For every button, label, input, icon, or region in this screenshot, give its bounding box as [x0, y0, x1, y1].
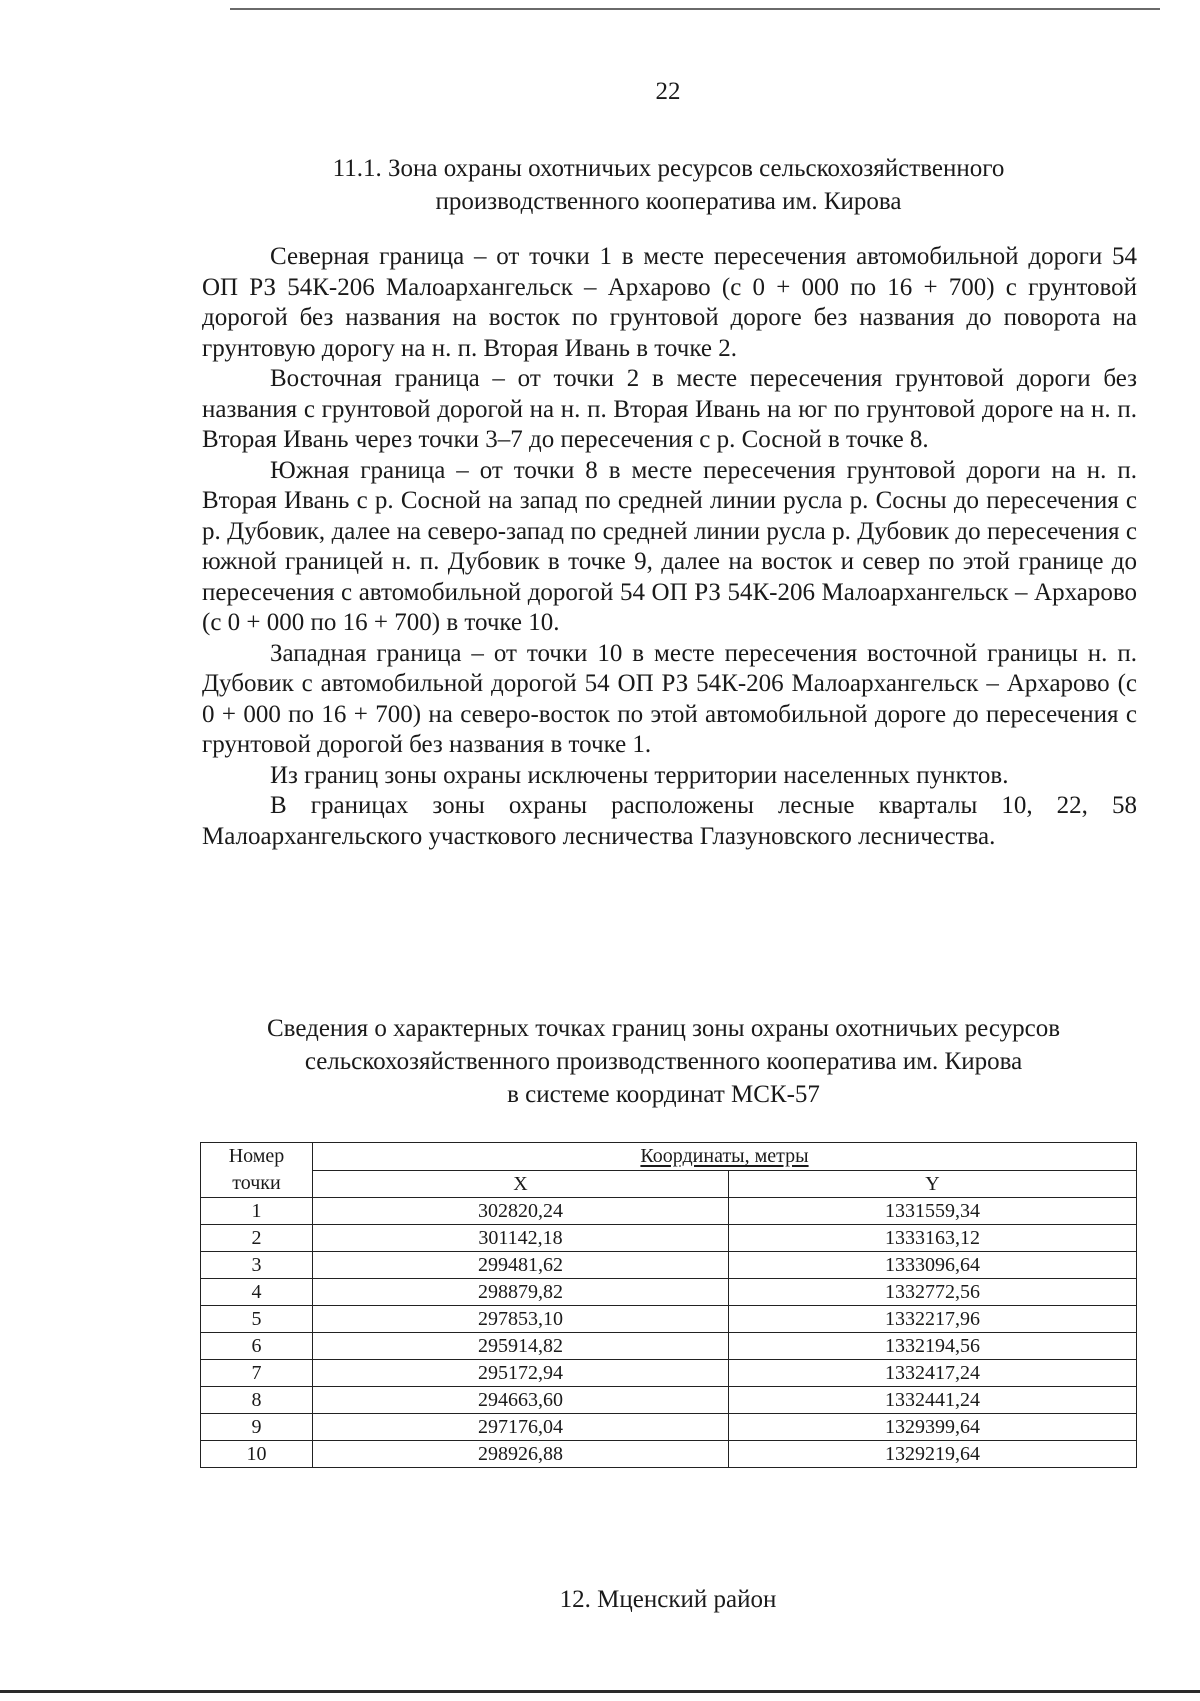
cell-x: 299481,62	[313, 1252, 729, 1279]
next-section-title: 12. Мценский район	[559, 1586, 777, 1613]
table-row	[201, 1441, 1137, 1468]
cell-x: 301142,18	[313, 1225, 729, 1252]
cell-y: 1332772,56	[729, 1279, 1137, 1306]
header-point-number-line-1: Номер	[228, 1145, 285, 1167]
cell-x: 295172,94	[313, 1360, 729, 1387]
scan-edge-top	[230, 8, 1160, 10]
cell-x: 295914,82	[313, 1333, 729, 1360]
table-row	[201, 1252, 1137, 1279]
cell-num: 1	[201, 1198, 313, 1225]
cell-x: 297853,10	[313, 1306, 729, 1333]
cell-x: 298879,82	[313, 1279, 729, 1306]
paragraph-west-boundary: Западная граница – от точки 10 в месте пересечения восточной границы н. п. Дубовик с автомобильной дорогой 54 ОП РЗ 54К-206 Малоархангельск – Архарово (с 0 + 000 по 16 + 700) на северо-восток по этой автомобильной дороге до пересечения с грунтовой дорогой без названия в точке 1.	[202, 639, 1137, 758]
table-row	[201, 1387, 1137, 1414]
cell-x: 302820,24	[313, 1198, 729, 1225]
paragraph-exclusions: Из границ зоны охраны исключены территории населенных пунктов.	[270, 761, 1009, 789]
cell-num: 6	[201, 1333, 313, 1360]
header-x: X	[313, 1170, 729, 1198]
cell-num: 8	[201, 1387, 313, 1414]
cell-num: 4	[201, 1279, 313, 1306]
table-caption-line-1: Сведения о характерных точках границ зоны охраны охотничьих ресурсов	[267, 1015, 1060, 1042]
section-title-line-2: производственного кооператива им. Кирова	[435, 188, 902, 215]
table-subheader-row	[201, 1170, 1137, 1198]
table-row	[201, 1279, 1137, 1306]
table-caption-line-2: сельскохозяйственного производственного кооператива им. Кирова	[304, 1048, 1023, 1075]
cell-y: 1329219,64	[729, 1441, 1137, 1468]
table-row	[201, 1198, 1137, 1225]
cell-y: 1332194,56	[729, 1333, 1137, 1360]
header-point-number	[201, 1143, 313, 1198]
table-row	[201, 1225, 1137, 1252]
header-point-number-line-2: точки	[232, 1172, 281, 1194]
cell-y: 1329399,64	[729, 1414, 1137, 1441]
cell-y: 1332441,24	[729, 1387, 1137, 1414]
table-header-row	[201, 1143, 1137, 1171]
page-number: 22	[655, 78, 681, 105]
cell-y: 1333096,64	[729, 1252, 1137, 1279]
cell-x: 294663,60	[313, 1387, 729, 1414]
table-row	[201, 1333, 1137, 1360]
cell-num: 7	[201, 1360, 313, 1387]
section-title	[200, 152, 1137, 218]
table-row	[201, 1414, 1137, 1441]
cell-num: 2	[201, 1225, 313, 1252]
cell-num: 5	[201, 1306, 313, 1333]
paragraph-forest-quarters: В границах зоны охраны расположены лесные кварталы 10, 22, 58 Малоархангельского участкового лесничества Глазуновского лесничества.	[202, 792, 1137, 850]
section-title-line-1: 11.1. Зона охраны охотничьих ресурсов сельскохозяйственного	[332, 155, 1005, 182]
table-row	[201, 1306, 1137, 1333]
cell-y: 1332417,24	[729, 1360, 1137, 1387]
paragraph-east-boundary: Восточная граница – от точки 2 в месте пересечения грунтовой дороги без названия с грунтовой дорогой на н. п. Вторая Ивань на юг по грунтовой дороге на н. п. Вторая Ивань через точки 3–7 до пересечения с р. Сосной в точке 8.	[202, 365, 1137, 453]
scan-edge-bottom	[0, 1690, 1200, 1693]
cell-num: 10	[201, 1441, 313, 1468]
cell-y: 1332217,96	[729, 1306, 1137, 1333]
cell-num: 9	[201, 1414, 313, 1441]
table-caption-line-3: в системе координат МСК-57	[507, 1081, 820, 1108]
header-y: Y	[729, 1170, 1137, 1198]
cell-y: 1331559,34	[729, 1198, 1137, 1225]
header-coordinates-label: Координаты, метры	[640, 1145, 809, 1168]
cell-x: 297176,04	[313, 1414, 729, 1441]
cell-y: 1333163,12	[729, 1225, 1137, 1252]
table-row	[201, 1360, 1137, 1387]
boundary-description	[202, 242, 1137, 852]
table-caption	[190, 1012, 1137, 1111]
header-coordinates	[313, 1143, 1137, 1171]
coordinates-table	[200, 1142, 1137, 1468]
paragraph-south-boundary: Южная граница – от точки 8 в месте пересечения грунтовой дороги на н. п. Вторая Ивань с р. Сосной на запад по средней линии русла р. Сосны до пересечения с р. Дубовик, далее на северо-запад по средней линии русла р. Дубовик до пересечения с южной границей н. п. Дубовик в точке 9, далее на восток и север по этой границе до пересечения с автомобильной дорогой 54 ОП РЗ 54К-206 Малоархангельск – Архарово (с 0 + 000 по 16 + 700) в точке 10.	[202, 456, 1137, 636]
cell-x: 298926,88	[313, 1441, 729, 1468]
paragraph-north-boundary: Северная граница – от точки 1 в месте пересечения автомобильной дороги 54 ОП РЗ 54К-206 Малоархангельск – Архарово (с 0 + 000 по 16 + 700) с грунтовой дорогой без названия на восток по грунтовой дороге без названия до поворота на грунтовую дорогу на н. п. Вторая Ивань в точке 2.	[202, 243, 1137, 362]
cell-num: 3	[201, 1252, 313, 1279]
